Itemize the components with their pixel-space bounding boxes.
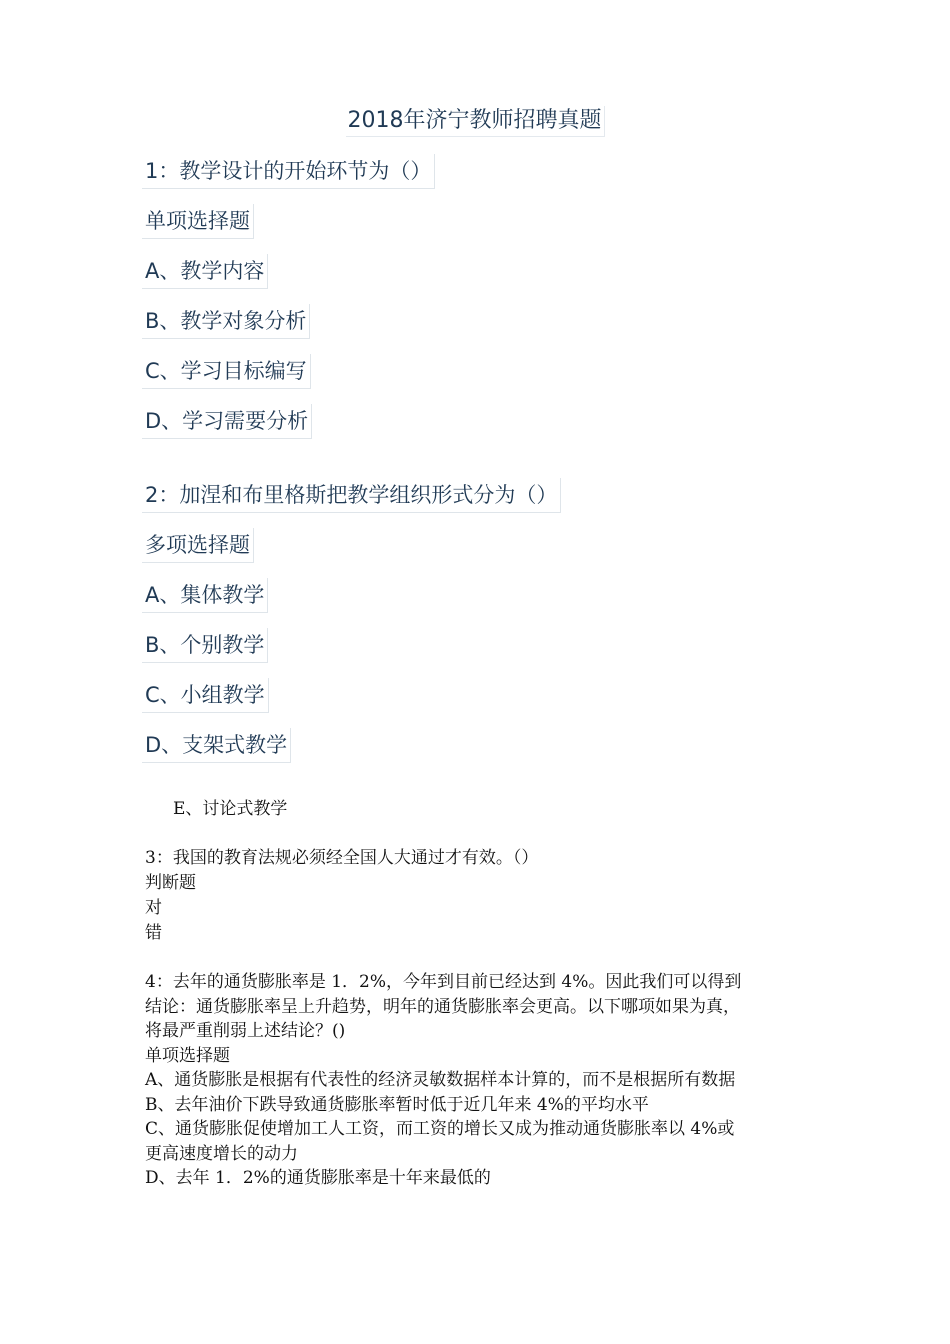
q1-option-b: B、教学对象分析	[142, 304, 310, 339]
q1-option-c: C、学习目标编写	[142, 354, 311, 389]
q2-type: 多项选择题	[142, 528, 254, 563]
q4-option-d: D、去年 1．2%的通货膨胀率是十年来最低的	[145, 1168, 491, 1188]
q1-option-d: D、学习需要分析	[142, 404, 312, 439]
q4-block	[145, 970, 817, 1191]
q2-stem: 2：加涅和布里格斯把教学组织形式分为（）	[142, 478, 561, 513]
q3-type: 判断题	[145, 873, 196, 893]
q2-option-d: D、支架式教学	[142, 728, 291, 763]
q4-type: 单项选择题	[145, 1045, 230, 1066]
q4-option-a: A、通货膨胀是根据有代表性的经济灵敏数据样本计算的，而不是根据所有数据	[145, 1070, 736, 1090]
q1-type: 单项选择题	[142, 204, 254, 239]
q2-option-b: B、个别教学	[142, 628, 268, 663]
q4-stem-line-2: 结论：通货膨胀率呈上升趋势，明年的通货膨胀率会更高。以下哪项如果为真，	[145, 996, 740, 1017]
q4-stem-line-1: 4：去年的通货膨胀率是 1．2%，今年到目前已经达到 4%。因此我们可以得到	[145, 972, 742, 992]
q2-option-c: C、小组教学	[142, 678, 269, 713]
q4-option-b: B、去年油价下跌导致通货膨胀率暂时低于近几年来 4%的平均水平	[145, 1094, 649, 1115]
q3-option-true: 对	[145, 898, 162, 918]
q1-stem: 1：教学设计的开始环节为（）	[142, 154, 435, 189]
q4-option-c-cont: 更高速度增长的动力	[145, 1143, 298, 1164]
q4-stem-line-3: 将最严重削弱上述结论？()	[145, 1021, 346, 1041]
q4-option-c: C、通货膨胀促使增加工人工资，而工资的增长又成为推动通货膨胀率以 4%或	[145, 1119, 735, 1139]
q2-option-e: E、讨论式教学	[173, 799, 288, 819]
q1-option-a: A、教学内容	[142, 254, 268, 289]
q2-option-a: A、集体教学	[142, 578, 268, 613]
q3-option-false: 错	[145, 923, 162, 943]
document-title: 2018年济宁教师招聘真题	[0, 106, 950, 137]
q3-stem: 3：我国的教育法规必须经全国人大通过才有效。（）	[145, 848, 539, 868]
